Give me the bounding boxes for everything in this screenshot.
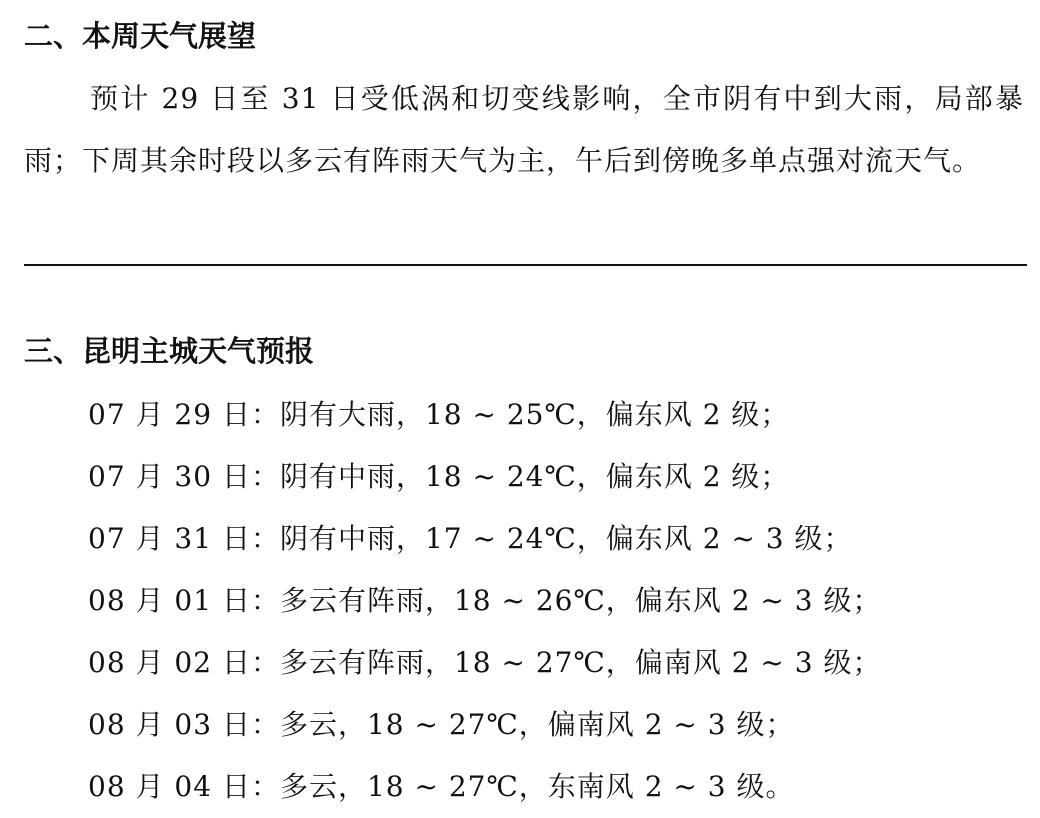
section-heading-kunming-forecast: 三、昆明主城天气预报 bbox=[24, 334, 315, 368]
weekly-outlook-paragraph: 预计 29 日至 31 日受低涡和切变线影响，全市阴有中到大雨，局部暴雨；下周其余时段以多云有阵雨天气为主，午后到傍晚多单点强对流天气。 bbox=[24, 82, 1024, 177]
forecast-line-day2: 07 月 30 日：阴有中雨，18 ~ 24℃，偏东风 2 级； bbox=[88, 460, 790, 493]
forecast-line-day3: 07 月 31 日：阴有中雨，17 ~ 24℃，偏东风 2 ~ 3 级； bbox=[88, 522, 853, 555]
forecast-line-day7: 08 月 04 日：多云，18 ~ 27℃，东南风 2 ~ 3 级。 bbox=[88, 770, 795, 803]
forecast-line-day1: 07 月 29 日：阴有大雨，18 ~ 25℃，偏东风 2 级； bbox=[88, 398, 790, 431]
forecast-line-day4: 08 月 01 日：多云有阵雨，18 ~ 26℃，偏东风 2 ~ 3 级； bbox=[88, 584, 882, 617]
section-divider bbox=[24, 264, 1027, 266]
daily-forecast-list bbox=[88, 384, 882, 818]
forecast-line-day5: 08 月 02 日：多云有阵雨，18 ~ 27℃，偏南风 2 ~ 3 级； bbox=[88, 646, 882, 679]
forecast-line-day6: 08 月 03 日：多云，18 ~ 27℃，偏南风 2 ~ 3 级； bbox=[88, 708, 795, 741]
section-heading-weekly-outlook: 二、本周天气展望 bbox=[24, 19, 257, 53]
